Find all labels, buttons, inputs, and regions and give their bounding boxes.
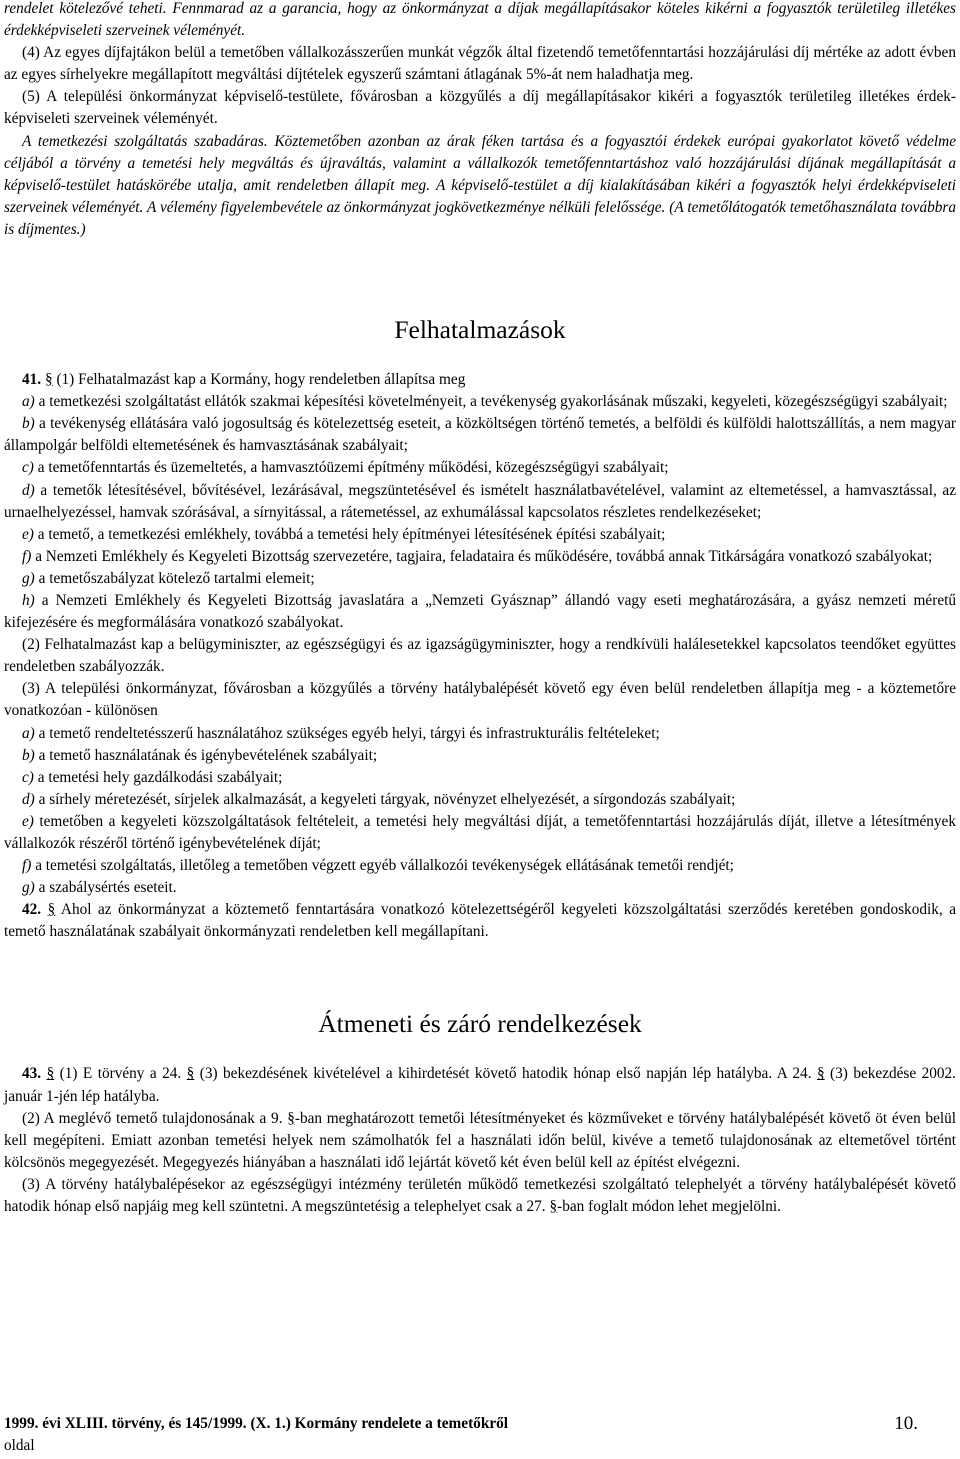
section-symbol: § [287,1109,295,1127]
list-item: g) a temetőszabályzat kötelező tartalmi elemeit; [22,569,315,587]
section-43-p1: 43. § (1) E törvény a 24. § (3) bekezdésének kivételével a kihirdetését követő hatodik hónap első napján lép hatályba. A 24. § (3) bekezdése 2002. január 1-jén lép hatályba. [4,1065,957,1105]
footer-title: 1999. évi XLIII. törvény, és 145/1999. (X. 1.) Kormány rendelete a temetőkről [4,1415,509,1432]
intro-continuation: rendelet kötelezővé teheti. Fennmarad az a garancia, hogy az önkormányzat a díjak megállapításakor köteles kikérni a fogyasztók területileg illetékes érdekképviseleti szerveinek véleményét. [4,0,956,40]
section-symbol: § [186,1065,195,1083]
list-item: d) a temetők létesítésével, bővítésével, lezárásával, megszüntetésével és ismételt használatbavételével, valamint az eltemetéssel, a hamvasztással, az urnaelhelyezéssel, hamvak szórásával, a sírnyitással, a rátemetéssel, az exhumálással kapcsolatos részletes rendelkezéseket; [4,481,956,521]
list-item: f) a Nemzeti Emlékhely és Kegyeleti Bizottság szervezetére, tagjaira, feladataira és működésére, továbbá annak Titkárságára vonatkozó szabályokat; [22,547,933,565]
list-item: a) a temetkezési szolgáltatást ellátók szakmai képesítési követelményeit, a tevékenység gyakorlásának műszaki, kegyeleti, közegészségügyi szabályait; [22,393,948,411]
section-41-items3 [4,723,956,900]
list-item: c) a temetési hely gazdálkodási szabályait; [22,768,283,786]
paragraph-4: (4) Az egyes díjfajtákon belül a temetőben vállalkozásszerűen munkát végzők által fizetendő temetőfenntartási hozzájárulási díj mértéke az adott évben az egyes sírhelyekre megállapított megváltási díjtételek egyszerű számtani átlagának 5%-át nem haladhatja meg. [4,44,956,84]
page-footer [4,1413,956,1457]
paragraph-5: (5) A települési önkormányzat képviselő-testülete, fővárosban a közgyűlés a díj megállapításakor kikéri a fogyasztók területileg illetékes érdek-képviseleti szerveinek véleményét. [4,88,956,128]
section-41-p2: (2) Felhatalmazást kap a belügyminiszter, az egészségügyi és az igazságügyminiszter, hogy a rendkívüli halálesetekkel kapcsolatos teendőket együttes rendeletben szabályozzák. [4,636,956,676]
section-41-p1 [4,369,956,391]
section-symbol: § [47,901,56,919]
section-symbol: § [44,371,53,389]
document-page [4,0,956,1218]
list-item: e) temetőben a kegyeleti közszolgáltatások feltételeit, a temetési hely megváltási díját, a temetőfenntartási hozzájárulás díját, illetve a létesítmények vállalkozók részéről történő igénybevételének díját; [4,812,956,852]
section-42 [4,899,956,943]
page-number: 10. [894,1413,918,1434]
section-43-p2: (2) A meglévő temető tulajdonosának a 9. §-ban meghatározott temetői létesítményeket és közműveket e törvény hatálybalépését követő öt éven belül kell megépíteni. Emiatt azonban temetési helyek nem számolhatók fel a használati időn belül, kivéve a temető tulajdonosának az eltemetővel történt kölcsönös megegyezését. Megegyezés hiányában a használati idő lejártát követő két éven belül kell az építést elvégezni. [4,1109,957,1171]
list-item: h) a Nemzeti Emlékhely és Kegyeleti Bizottság javaslatára a „Nemzeti Gyásznap” állandó vagy eseti meghatározására, a gyász nemzeti méretű kifejezésére és megformálására vonatkozó szabályokat. [4,591,957,632]
list-item: b) a tevékenység ellátására való jogosultság és kötelezettség eseteit, a közköltségen történő temetés, a belföldi és külföldi halottszállítás, a nem magyar állampolgár belföldi eltemetésének és hamvasztásának szabályait; [4,415,957,455]
list-item: d) a sírhely méretezését, sírjelek alkalmazását, a kegyeleti tárgyak, növényzet elhelyezését, a sírgondozás szabályait; [22,790,736,808]
section-41-p3: (3) A települési önkormányzat, fővárosban a közgyűlés a törvény hatálybalépését követő egy éven belül rendeletben állapítja meg - a köztemetőre vonatkozóan - különösen [4,680,956,720]
section-number: 42. [22,901,42,919]
heading-atmeneti-es-zaro: Átmeneti és záró rendelkezések [318,1009,642,1039]
list-item: f) a temetési szolgáltatás, illetőleg a temetőben végzett egyéb vállalkozói tevékenységek ellátásának temetői rendjét; [22,857,734,875]
page-word: oldal [4,1437,35,1454]
section-41-items [4,391,956,634]
section-symbol: § [46,1065,55,1083]
section-number: 43. [22,1065,42,1083]
heading-felhatalmazasok: Felhatalmazások [394,315,566,345]
list-item: c) a temetőfenntartás és üzemeltetés, a hamvasztóüzemi építmény működési, közegészségügyi szabályait; [22,459,669,477]
section-43-p3: (3) A törvény hatálybalépésekor az egészségügyi intézmény területén működő temetkezési szolgáltató telephelyét a törvény hatálybalépését követő hatodik hónap első napjáig meg kell szüntetni. A megszüntetésig a telephelyet csak a 27. §-ban foglalt módon lehet megjelölni. [4,1175,956,1216]
commentary: A temetkezési szolgáltatás szabadáras. Köztemetőben azonban az árak féken tartása és a fogyasztói érdekek európai gyakorlatot követő védelme céljából a törvény a temetési hely megváltás és újraváltás, valamint a vállalkozók temetőfenntartáshoz való hozzájárulási díjának megállapítását a képviselő-testület hatáskörébe utalja, amit rendeletben állapít meg. A képviselő-testület a díj kialakításában kikéri a fogyasztók helyi érdekképviseleti szerveinek véleményét. A vélemény figyelembevétele az önkormányzat jogkövetkezménye nélküli felelőssége. (A temetőlátogatók temetőhasználata továbbra is díjmentes.) [4,132,956,238]
list-item: b) a temető használatának és igénybevételének szabályait; [22,746,378,764]
section-number: 41. [22,371,42,389]
list-item: g) a szabálysértés eseteit. [22,879,177,897]
section-symbol: § [549,1198,558,1216]
section-42-text: Ahol az önkormányzat a köztemető fenntartására vonatkozó kötelezettségéről kegyeleti közszolgáltatási szerződés keretében gondoskodik, a temető használatának szabályait önkormányzati rendeletben kell megállapítani. [4,901,956,941]
section-symbol: § [816,1065,825,1083]
list-item: e) a temető, a temetkezési emlékhely, továbbá a temetési hely építményei létesítésének építési szabályait; [22,525,666,543]
section-41-text: (1) Felhatalmazást kap a Kormány, hogy rendeletben állapítsa meg [56,371,466,389]
list-item: a) a temető rendeltetésszerű használatához szükséges egyéb helyi, tárgyi és infrastrukturális feltételeket; [22,724,660,742]
